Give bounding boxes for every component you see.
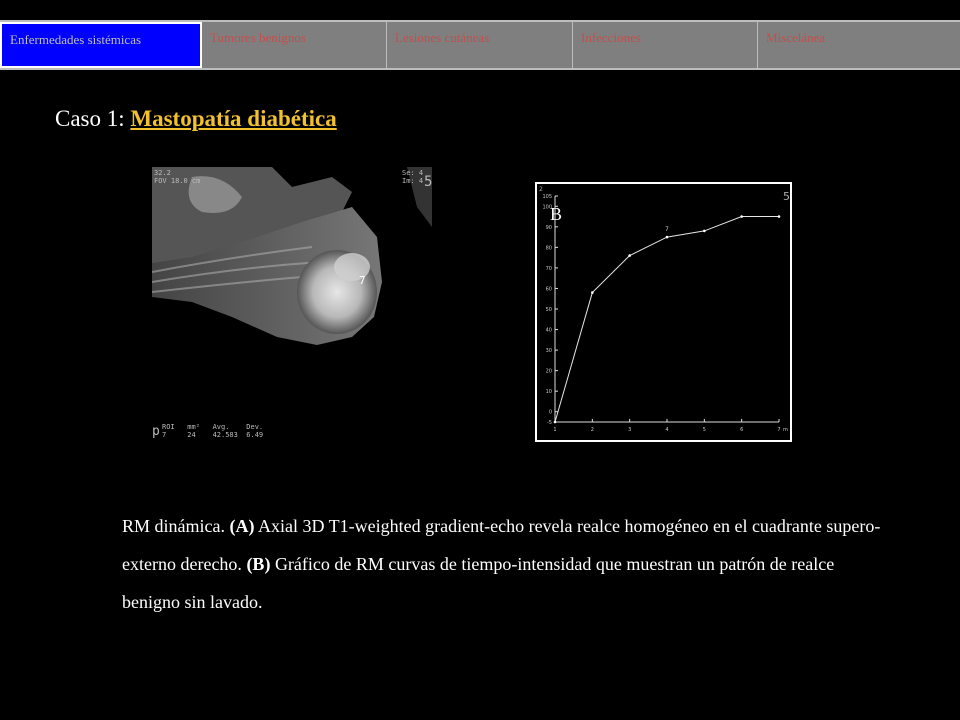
tab-infecciones[interactable]: Infecciones xyxy=(573,22,758,68)
x-tick-label: 4 xyxy=(665,427,669,433)
data-point xyxy=(778,215,781,218)
x-tick-label: 3 xyxy=(628,427,632,433)
mri-roi-values: 7 24 42.583 6.49 xyxy=(162,431,264,439)
figure-caption xyxy=(122,507,882,621)
mri-overlay-top-left: 32.2 FOV 18.0 cm xyxy=(154,169,201,185)
y-tick-label: 60 xyxy=(545,286,552,293)
title-link[interactable]: Mastopatía diabética xyxy=(130,106,337,131)
caption-label-a: (A) xyxy=(229,516,255,536)
point-label: 7 xyxy=(665,226,669,234)
caption-label-b: (B) xyxy=(246,554,271,574)
x-tick-label: 6 xyxy=(740,427,744,433)
x-tick-label: 7 xyxy=(777,427,781,433)
mri-scan-graphic xyxy=(152,167,432,441)
x-tick-label: 5 xyxy=(702,427,706,433)
data-point xyxy=(628,254,631,257)
page-title xyxy=(55,106,337,132)
data-point xyxy=(740,215,743,218)
top-nav-tabs xyxy=(0,20,960,70)
mri-image xyxy=(152,167,432,441)
y-tick-label: 0 xyxy=(548,409,552,416)
y-tick-label: 10 xyxy=(545,389,552,396)
data-point xyxy=(666,236,669,239)
mri-overlay-top-right: Se: 4 Im: 4 xyxy=(402,169,424,185)
y-tick-label: 50 xyxy=(545,307,552,313)
mri-roi-header: ROI mm² Avg. Dev. xyxy=(162,423,264,431)
series-line xyxy=(555,217,779,422)
mri-p-marker: p xyxy=(152,424,160,439)
data-point xyxy=(703,230,706,233)
intensity-curve-graph xyxy=(535,182,792,442)
y-tick-label: 100 xyxy=(542,204,552,211)
tab-enfermedades-sistemicas[interactable]: Enfermedades sistémicas xyxy=(0,22,202,68)
x-tick-label: 2 xyxy=(590,427,594,433)
caption-text-2: Axial 3D T1-weighted gradient-echo revela realce homogéneo en el cuadrante supero-externo derecho. xyxy=(122,516,881,574)
y-tick-label: 80 xyxy=(545,245,552,252)
tab-tumores-benignos[interactable]: Tumores benignos xyxy=(202,22,387,68)
y-tick-label: 40 xyxy=(545,327,552,334)
x-tick-label: 1 xyxy=(553,427,557,433)
y-tick-label: 70 xyxy=(545,265,552,272)
tab-miscelanea[interactable]: Miscelánea xyxy=(758,22,960,68)
graph-panel-label: B xyxy=(550,204,563,224)
y-tick-label: 90 xyxy=(545,224,552,231)
data-point xyxy=(591,291,594,294)
graph-corner-tl: 2 xyxy=(539,186,543,193)
intensity-curve-chart xyxy=(537,184,790,440)
mri-corner-digit: 5 xyxy=(424,174,432,190)
mri-roi-marker: 7 xyxy=(359,274,366,287)
data-point xyxy=(554,421,557,424)
y-tick-label: 30 xyxy=(545,348,552,355)
caption-text-1: RM dinámica. xyxy=(122,516,230,536)
caption-text-3: Gráfico de RM curvas de tiempo-intensidad que muestran un patrón de realce benigno sin lavado. xyxy=(122,554,835,612)
title-prefix: Caso 1: xyxy=(55,106,131,131)
y-tick-label: 105 xyxy=(542,194,552,200)
y-tick-label: -5 xyxy=(547,420,552,426)
graph-corner-tr: 5 xyxy=(783,190,790,203)
tab-lesiones-cutaneas[interactable]: Lesiones cutáneas xyxy=(387,22,573,68)
y-tick-label: 20 xyxy=(545,368,552,375)
x-unit-label: m xyxy=(783,427,788,433)
